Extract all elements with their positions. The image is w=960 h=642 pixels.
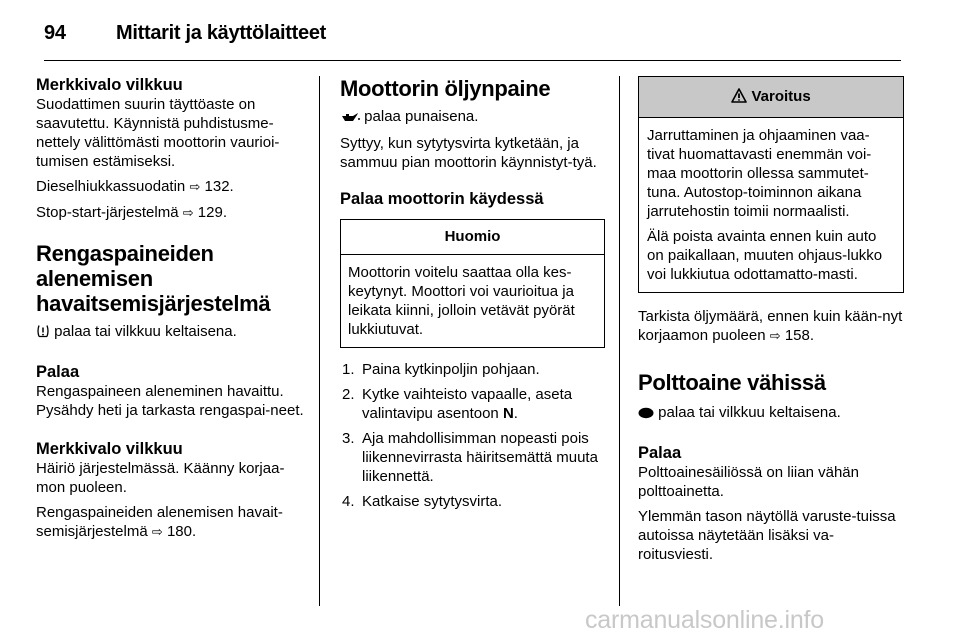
paragraph: Syttyy, kun sytytysvirta kytketään, ja sammuu pian moottorin käynnistyt-tyä. [340, 135, 597, 171]
page-title: Mittarit ja käyttölaitteet [116, 21, 327, 44]
section-title: Rengaspaineiden alenemisen havaitsemisjärjestelmä [36, 241, 271, 316]
column-divider [619, 76, 620, 606]
reference-arrow-icon: ⇨ [182, 206, 194, 221]
warning-triangle-icon [731, 79, 747, 119]
column-1 [36, 76, 308, 542]
watermark: carmanualsonline.info [585, 606, 825, 634]
paragraph: Häiriö järjestelmässä. Käänny korjaa-mon puoleen. [36, 460, 285, 496]
section-title: Polttoaine vähissä [638, 370, 826, 395]
cross-reference-page: 132. [204, 178, 234, 195]
status-text: palaa tai vilkkuu keltaisena. [658, 404, 841, 421]
section-heading: Merkkivalo vilkkuu [36, 440, 183, 458]
paragraph: Ylemmän tason näytöllä varuste-tuissa autoissa näytetään lisäksi va-roitusviesti. [638, 508, 896, 563]
status-text: palaa tai vilkkuu keltaisena. [54, 323, 237, 340]
steps-list [340, 360, 605, 511]
paragraph [340, 107, 605, 128]
notice-text: Moottorin voitelu saattaa olla kes-keytynyt. Moottori voi vaurioitua ja leikata kiinni, jolloin vetävät pyörät lukkiutuvat. [348, 264, 575, 338]
reference-arrow-icon: ⇨ [189, 180, 201, 195]
header-rule [44, 60, 901, 61]
notice-box [340, 219, 605, 348]
cross-reference-label: Rengaspaineiden alenemisen havait-semisjärjestelmä [36, 504, 283, 540]
warning-box [638, 76, 904, 293]
column-divider [319, 76, 320, 606]
notice-body [341, 255, 604, 347]
section-heading: Palaa [638, 444, 682, 462]
section-heading: Palaa [36, 363, 80, 381]
warning-body [639, 118, 903, 292]
paragraph: Tarkista öljymäärä, ennen kuin kään-nyt korjaamon puoleen ⇨ 158. [638, 308, 903, 344]
notice-title: Huomio [341, 220, 604, 255]
paragraph [638, 403, 904, 424]
cross-reference [36, 203, 308, 223]
status-text: palaa punaisena. [364, 108, 479, 125]
page-number: 94 [44, 21, 66, 44]
column-3 [638, 76, 904, 564]
page-header [44, 18, 904, 48]
list-item: 3. Aja mahdollisimman nopeasti pois liikennevirrasta häiritsemättä muuta liikennettä. [342, 430, 598, 485]
warning-title: Varoitus [751, 88, 811, 105]
warning-text: Jarruttaminen ja ohjaaminen vaa-tivat huomattavasti enemmän voi-maa moottorin ollessa sammutet-tuna. Autostop-toiminnon aikana jarrutehostin toimii normaalisti. [647, 127, 872, 220]
reference-arrow-icon: ⇨ [769, 329, 781, 344]
oil-can-icon [340, 109, 360, 128]
paragraph [36, 322, 308, 343]
paragraph: Polttoainesäiliössä on liian vähän polttoainetta. [638, 464, 859, 500]
list-item: 2. Kytke vaihteisto vapaalle, aseta valintavipu asentoon N. [342, 386, 573, 422]
section-heading: Palaa moottorin käydessä [340, 190, 544, 208]
cross-reference-page: 129. [197, 204, 227, 221]
cross-reference-label: Stop-start-järjestelmä [36, 204, 179, 221]
column-2 [340, 76, 605, 517]
section-heading: Merkkivalo vilkkuu [36, 76, 183, 94]
paragraph: Suodattimen suurin täyttöaste on saavutettu. Käynnistä puhdistusme-nettely välittömästi moottorin vaurioi-tumisen estämiseksi. [36, 96, 280, 170]
paragraph: Rengaspaineen aleneminen havaittu. Pysähdy heti ja tarkasta rengaspai-neet. [36, 383, 304, 419]
warning-text: Älä poista avainta ennen kuin auto on paikallaan, muuten ohjaus-lukko voi lukkiutua odottamatto-masti. [647, 228, 883, 283]
cross-reference-page: 180. [166, 523, 197, 540]
warning-header [639, 77, 903, 118]
cross-reference [36, 177, 308, 197]
section-title: Moottorin öljynpaine [340, 76, 551, 101]
tire-pressure-icon [36, 324, 50, 343]
cross-reference-page: 158. [784, 327, 815, 344]
list-item: 1. Paina kytkinpoljin pohjaan. [342, 361, 540, 378]
fuel-drop-icon [638, 405, 654, 424]
list-item: 4. Katkaise sytytysvirta. [342, 493, 503, 510]
reference-arrow-icon: ⇨ [151, 525, 163, 540]
cross-reference [36, 503, 308, 542]
cross-reference-label: Dieselhiukkassuodatin [36, 178, 186, 195]
